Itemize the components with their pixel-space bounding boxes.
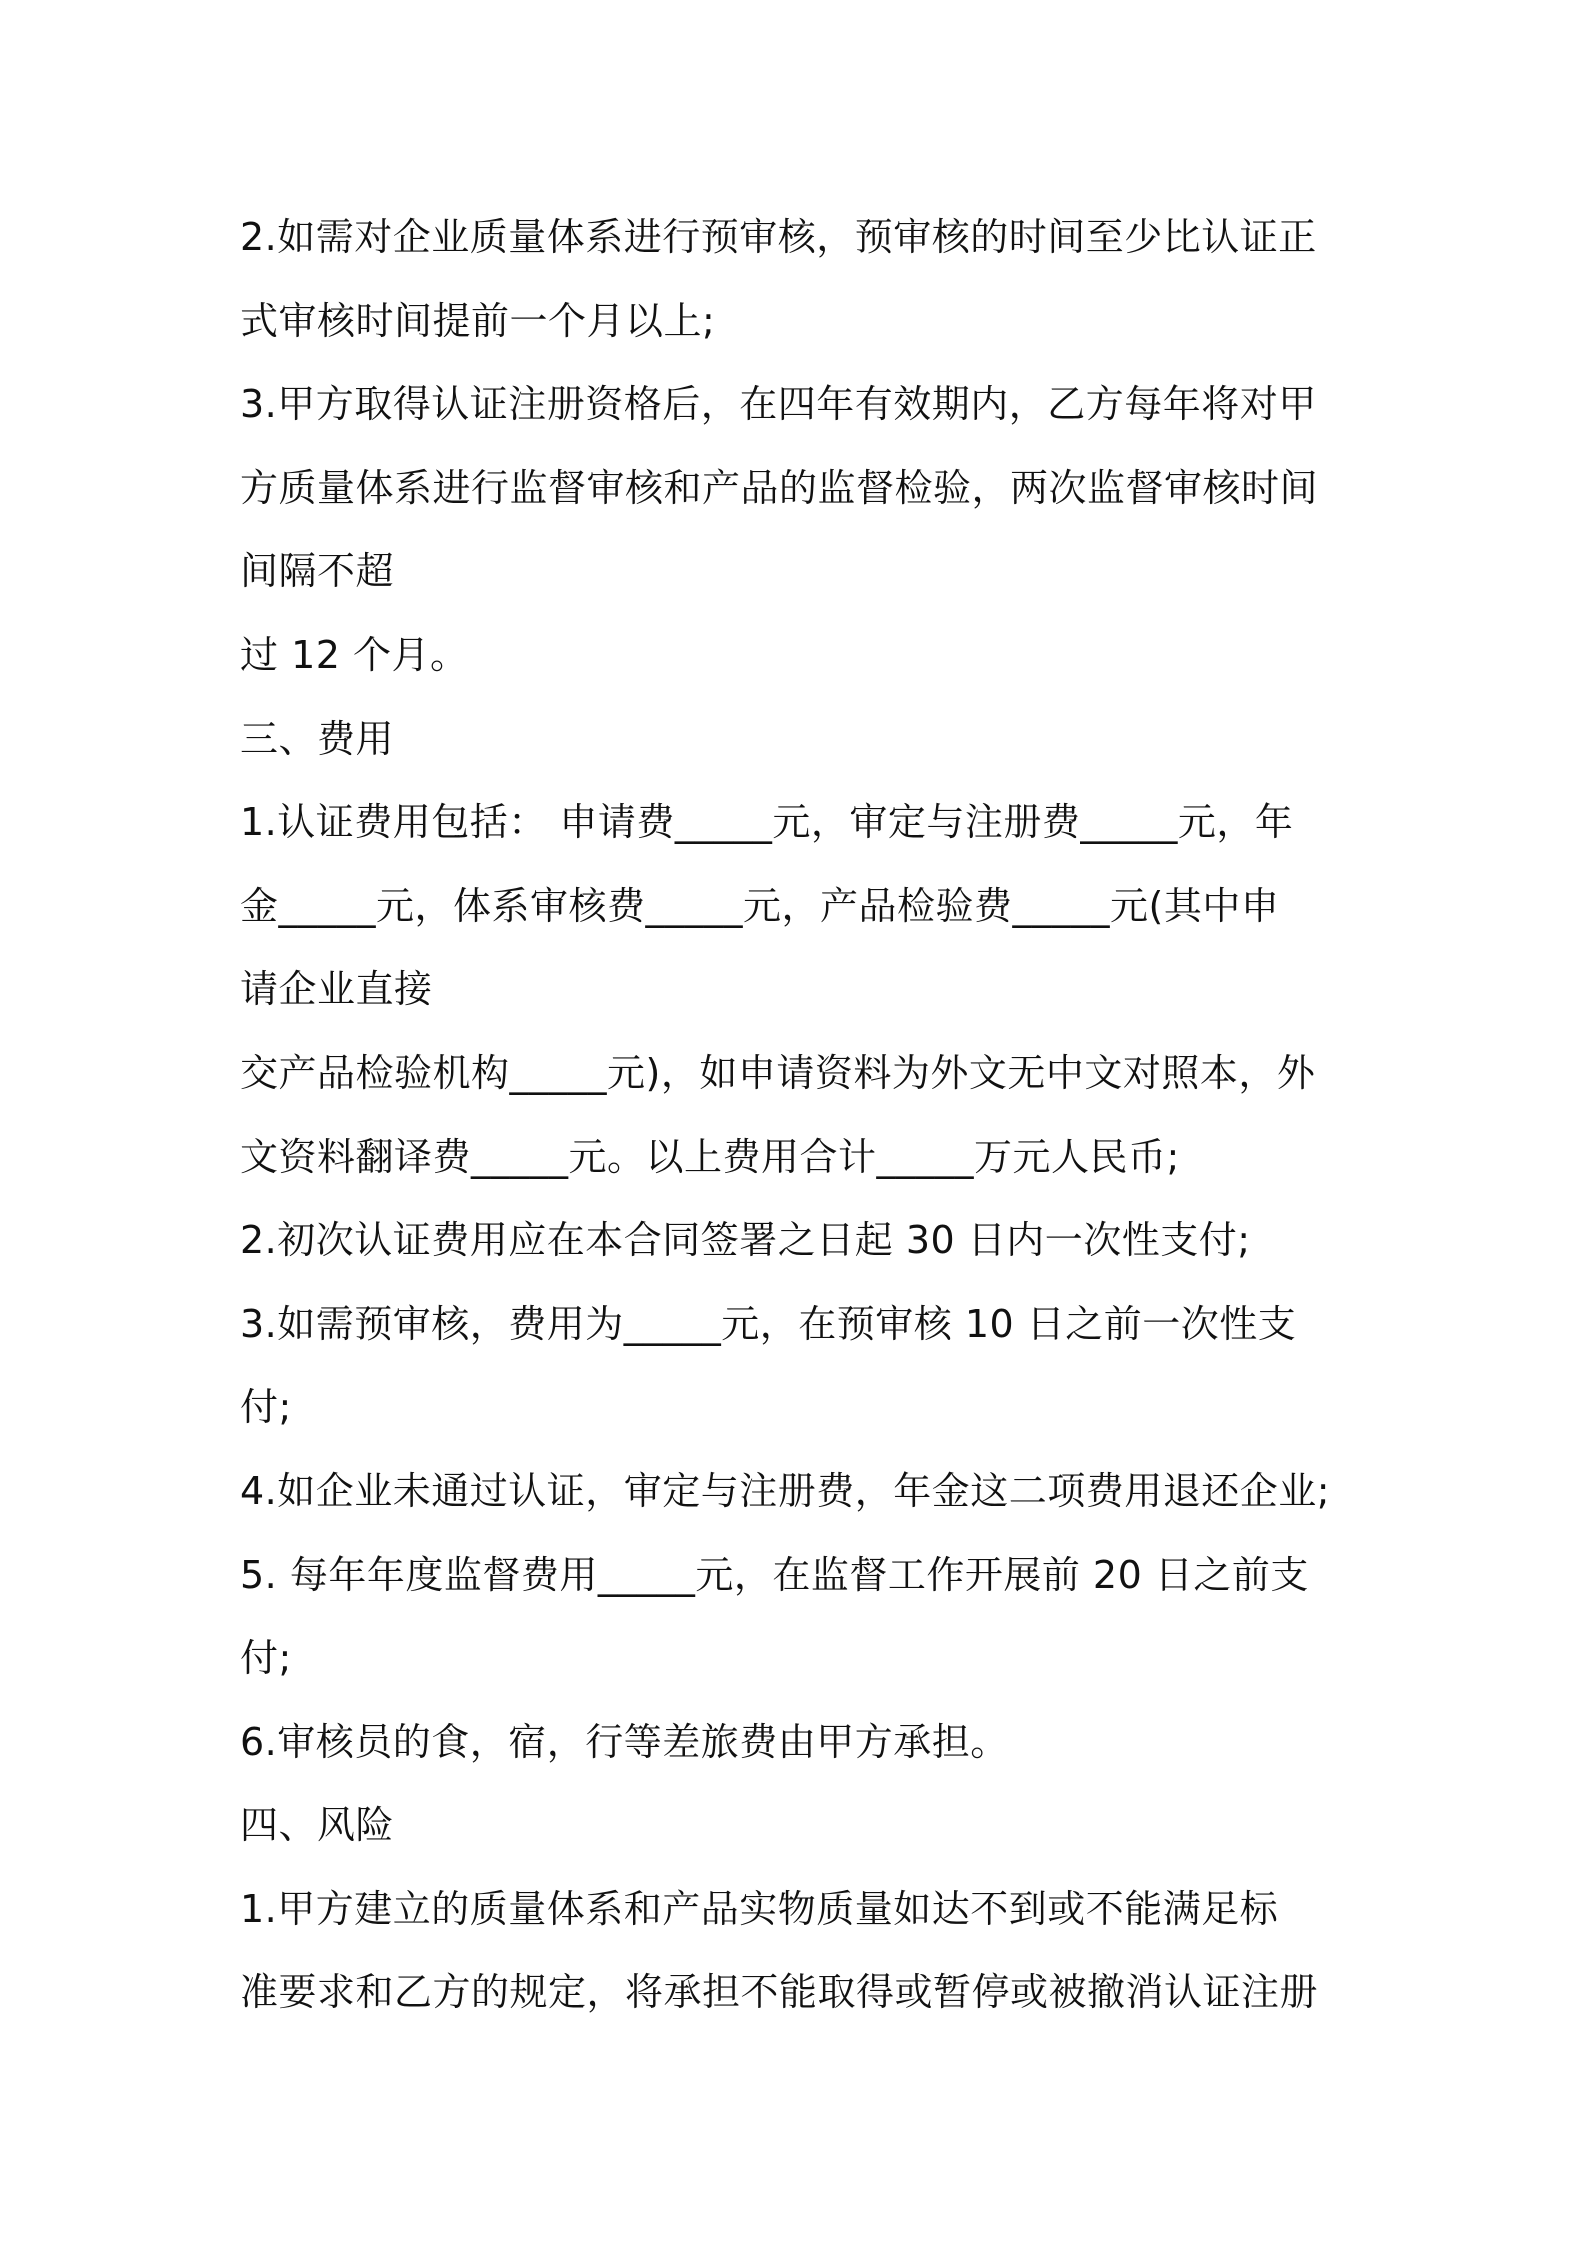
text-line: 请企业直接 — [240, 967, 433, 1012]
text-line: 5. 每年年度监督费用_____元，在监督工作开展前 20 日之前支 — [240, 1552, 1309, 1597]
text-line: 式审核时间提前一个月以上; — [240, 298, 716, 343]
text-line: 4.如企业未通过认证，审定与注册费，年金这二项费用退还企业; — [240, 1468, 1331, 1513]
text-line: 方质量体系进行监督审核和产品的监督检验，两次监督审核时间 — [240, 465, 1319, 510]
text-line: 1.认证费用包括： 申请费_____元，审定与注册费_____元，年 — [240, 800, 1294, 845]
section-heading: 四、风险 — [240, 1803, 395, 1848]
text-line: 间隔不超 — [240, 549, 395, 594]
text-line: 文资料翻译费_____元。以上费用合计_____万元人民币; — [240, 1134, 1180, 1179]
text-line: 3.如需预审核，费用为_____元，在预审核 10 日之前一次性支 — [240, 1301, 1297, 1346]
section-heading: 三、费用 — [240, 716, 395, 761]
text-line: 付; — [240, 1636, 292, 1681]
text-line: 交产品检验机构_____元)，如申请资料为外文无中文对照本，外 — [240, 1050, 1316, 1095]
text-line: 1.甲方建立的质量体系和产品实物质量如达不到或不能满足标 — [240, 1886, 1279, 1931]
text-line: 3.甲方取得认证注册资格后，在四年有效期内，乙方每年将对甲 — [240, 382, 1317, 427]
text-line: 2.如需对企业质量体系进行预审核，预审核的时间至少比认证正 — [240, 215, 1317, 259]
text-line: 6.审核员的食，宿，行等差旅费由甲方承担。 — [240, 1719, 1009, 1764]
text-line: 付; — [240, 1385, 292, 1430]
text-line: 准要求和乙方的规定，将承担不能取得或暂停或被撤消认证注册 — [240, 1970, 1319, 2015]
text-line: 2.初次认证费用应在本合同签署之日起 30 日内一次性支付; — [240, 1218, 1251, 1263]
document-body — [240, 196, 1360, 2035]
text-line: 金_____元，体系审核费_____元，产品检验费_____元(其中申 — [240, 883, 1280, 928]
text-line: 过 12 个月。 — [240, 632, 469, 677]
